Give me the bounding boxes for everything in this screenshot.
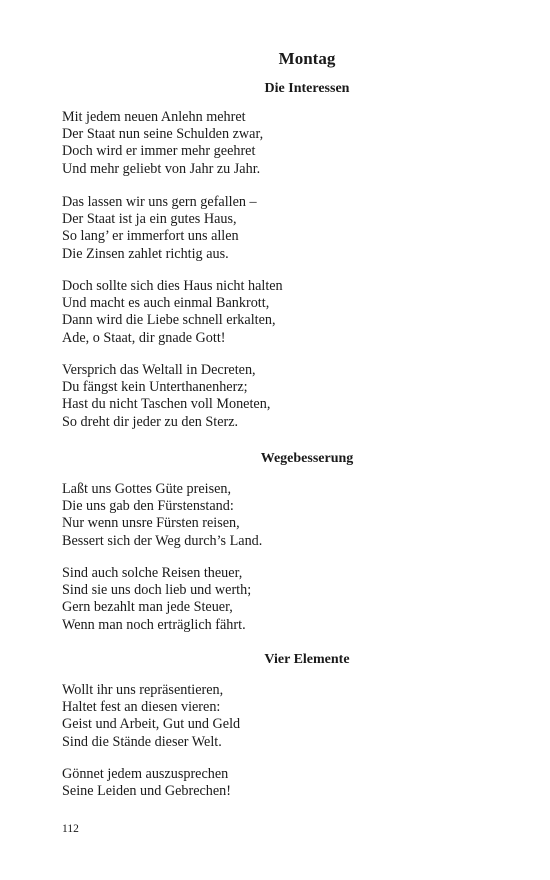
poem-title-vier-elemente: Vier Elemente xyxy=(264,652,350,667)
verse-line: Das lassen wir uns gern gefallen – xyxy=(62,194,257,210)
verse-line: Doch wird er immer mehr geehret xyxy=(62,143,256,160)
verse-line: Versprich das Weltall in Decreten, xyxy=(62,362,256,378)
verse-line: Mit jedem neuen Anlehn mehret xyxy=(62,109,246,125)
verse-line: Sind auch solche Reisen theuer, xyxy=(62,565,243,581)
poem-2-stanza-2 xyxy=(62,565,502,634)
poem-2-stanza-1 xyxy=(62,481,502,550)
poem-1-stanza-3 xyxy=(62,278,502,347)
verse-line: Die uns gab den Fürstenstand: xyxy=(62,498,234,515)
verse-line: Gern bezahlt man jede Steuer, xyxy=(62,599,233,616)
poem-1-stanza-4 xyxy=(62,362,502,431)
verse-line: So dreht dir jeder zu den Sterz. xyxy=(62,413,239,430)
poem-3-stanza-1 xyxy=(62,682,502,751)
verse-line: Wollt ihr uns repräsentieren, xyxy=(62,682,224,698)
verse-line: Wenn man noch erträglich fährt. xyxy=(62,616,246,633)
verse-line: Laßt uns Gottes Güte preisen, xyxy=(62,481,232,497)
poem-title-wegebesserung: Wegebesserung xyxy=(260,451,354,466)
verse-line: Du fängst kein Unterthanenherz; xyxy=(62,379,248,396)
verse-line: Seine Leiden und Gebrechen! xyxy=(62,783,231,800)
chapter-title: Montag xyxy=(278,49,336,68)
verse-line: Sind sie uns doch lieb und werth; xyxy=(62,582,252,599)
poem-3-stanza-2 xyxy=(62,766,502,800)
verse-line: Und macht es auch einmal Bankrott, xyxy=(62,295,270,312)
verse-line: Haltet fest an diesen vieren: xyxy=(62,699,221,716)
verse-line: Bessert sich der Weg durch’s Land. xyxy=(62,532,263,549)
verse-line: Ade, o Staat, dir gnade Gott! xyxy=(62,329,226,346)
poem-1-stanza-1 xyxy=(62,109,502,178)
verse-line: Der Staat ist ja ein gutes Haus, xyxy=(62,211,237,228)
poem-title-die-interessen: Die Interessen xyxy=(264,81,350,96)
verse-line: Doch sollte sich dies Haus nicht halten xyxy=(62,278,283,294)
verse-line: Nur wenn unsre Fürsten reisen, xyxy=(62,515,240,532)
verse-line: Der Staat nun seine Schulden zwar, xyxy=(62,126,264,143)
verse-line: Dann wird die Liebe schnell erkalten, xyxy=(62,312,276,329)
poem-1-stanza-2 xyxy=(62,194,502,263)
verse-line: Gönnet jedem auszusprechen xyxy=(62,766,229,782)
verse-line: Geist und Arbeit, Gut und Geld xyxy=(62,716,241,733)
page-number: 112 xyxy=(62,823,79,835)
verse-line: Und mehr geliebt von Jahr zu Jahr. xyxy=(62,160,261,177)
verse-line: Hast du nicht Taschen voll Moneten, xyxy=(62,396,271,413)
verse-line: Sind die Stände dieser Welt. xyxy=(62,733,222,750)
verse-line: Die Zinsen zahlet richtig aus. xyxy=(62,245,229,262)
verse-line: So lang’ er immerfort uns allen xyxy=(62,228,239,245)
